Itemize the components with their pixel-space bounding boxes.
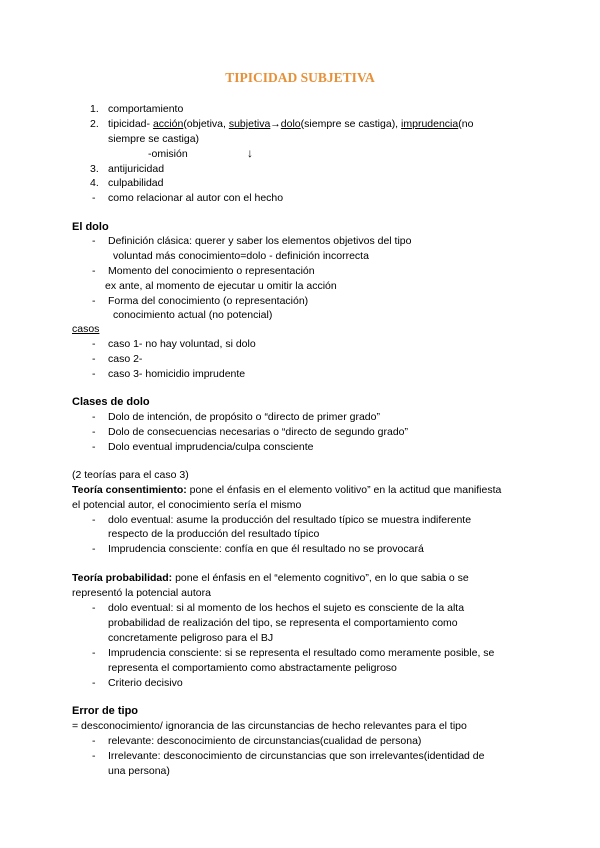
bullet-dash: - xyxy=(92,677,96,689)
bullet-dash: - xyxy=(92,295,96,307)
dolo-eventual-text: dolo eventual: si al momento de los hechos el sujeto es consciente de la alta xyxy=(108,602,465,614)
bullet-dash: - xyxy=(92,750,96,762)
bullet-dash: - xyxy=(92,353,96,365)
dolo-definicion: Definición clásica: querer y saber los elementos objetivos del tipo xyxy=(108,235,412,247)
teoria-probabilidad-cont: representó la potencial autora xyxy=(72,587,211,599)
dolo-momento: Momento del conocimiento o representación xyxy=(108,265,315,277)
teorias-note: (2 teorías para el caso 3) xyxy=(72,469,189,481)
tipicidad-text: (siempre se castiga), xyxy=(300,118,402,130)
omision-text: -omisión xyxy=(148,148,188,160)
caso-item: caso 3- homicidio imprudente xyxy=(108,368,246,380)
imprudencia-term: imprudencia xyxy=(401,118,459,130)
section-heading-error: Error de tipo xyxy=(72,705,139,717)
error-irrelevante-cont: una persona) xyxy=(108,765,170,777)
caso-item: caso 1- no hay voluntad, si dolo xyxy=(108,338,256,350)
clase-item: Dolo eventual imprudencia/culpa consciente xyxy=(108,441,314,453)
list-number: 3. xyxy=(90,163,99,175)
dolo-definicion-sub: voluntad más conocimiento=dolo - definición incorrecta xyxy=(113,250,369,262)
imprudencia-consciente-text: Imprudencia consciente: confía en que él resultado no se provocará xyxy=(108,543,424,555)
section-heading-dolo: El dolo xyxy=(72,221,109,233)
dolo-term: dolo xyxy=(280,118,301,130)
list-item-relacionar: como relacionar al autor con el hecho xyxy=(108,192,284,204)
dolo-eventual-text-cont: concretamente peligroso para el BJ xyxy=(108,632,274,644)
teoria-consentimiento-label: Teoría consentimiento: xyxy=(72,484,187,496)
teoria-probabilidad-label: Teoría probabilidad: xyxy=(72,572,173,584)
criterio-decisivo: Criterio decisivo xyxy=(108,677,183,689)
error-irrelevante: Irrelevante: desconocimiento de circunstancias que son irrelevantes(identidad de xyxy=(108,750,485,762)
tipicidad-text: (objetiva, xyxy=(183,118,229,130)
imprudencia-consciente-text-cont: representa el comportamiento como abstractamente peligroso xyxy=(108,662,397,674)
list-item-tipicidad xyxy=(108,117,473,131)
bullet-dash: - xyxy=(92,338,96,350)
dolo-forma-sub: conocimiento actual (no potencial) xyxy=(113,309,273,321)
clase-item: Dolo de consecuencias necesarias o “directo de segundo grado” xyxy=(108,426,409,438)
teoria-consentimiento-cont: el potencial autor, el conocimiento sería el mismo xyxy=(72,499,302,511)
teoria-probabilidad-text: pone el énfasis en el “elemento cognitivo”, en lo que sabia o se xyxy=(172,572,469,584)
error-relevante: relevante: desconocimiento de circunstancias(cualidad de persona) xyxy=(108,735,422,747)
bullet-dash: - xyxy=(92,265,96,277)
subjetiva-term: subjetiva xyxy=(228,118,271,130)
bullet-dash: - xyxy=(92,602,96,614)
list-number: 2. xyxy=(90,118,99,130)
error-definicion: = desconocimiento/ ignorancia de las circunstancias de hecho relevantes para el tipo xyxy=(72,720,467,732)
page-title: TIPICIDAD SUBJETIVA xyxy=(225,70,375,85)
tipicidad-label: tipicidad- xyxy=(108,118,153,130)
imprudencia-consciente-text: Imprudencia consciente: si se representa el resultado como meramente posible, se xyxy=(108,647,495,659)
list-item-continuation: siempre se castiga) xyxy=(108,133,200,145)
bullet-dash: - xyxy=(92,441,96,453)
accion-term: acción xyxy=(152,118,184,130)
teoria-consentimiento-text: pone el énfasis en el elemento volitivo” en la actitud que manifiesta xyxy=(186,484,502,496)
dolo-eventual-text-cont: respecto de la producción del resultado típico xyxy=(108,528,320,540)
clase-item: Dolo de intención, de propósito o “directo de primer grado” xyxy=(108,411,380,423)
bullet-dash: - xyxy=(92,368,96,380)
bullet-dash: - xyxy=(92,411,96,423)
tipicidad-text: (no xyxy=(458,118,474,130)
bullet-dash: - xyxy=(92,235,96,247)
teoria-probabilidad xyxy=(72,571,469,585)
dolo-eventual-text-cont: probabilidad de realización del tipo, se representa el comportamiento como xyxy=(108,617,458,629)
bullet-dash: - xyxy=(92,514,96,526)
dolo-eventual-text: dolo eventual: asume la producción del resultado típico se muestra indiferente xyxy=(108,514,472,526)
list-number: 1. xyxy=(90,103,99,115)
down-arrow-icon: ↓ xyxy=(247,146,253,160)
list-item-culpabilidad: culpabilidad xyxy=(108,177,164,189)
bullet-dash: - xyxy=(92,426,96,438)
list-number: 4. xyxy=(90,177,99,189)
casos-label: casos xyxy=(72,323,100,335)
dolo-momento-sub: ex ante, al momento de ejecutar u omitir la acción xyxy=(105,280,337,292)
bullet-dash: - xyxy=(92,543,96,555)
list-item-comportamiento: comportamiento xyxy=(108,103,184,115)
list-item-antijuricidad: antijuricidad xyxy=(108,163,165,175)
dolo-forma: Forma del conocimiento (o representación) xyxy=(108,295,309,307)
bullet-dash: - xyxy=(92,735,96,747)
caso-item: caso 2- xyxy=(108,353,143,365)
section-heading-clases: Clases de dolo xyxy=(72,396,150,408)
bullet-dash: - xyxy=(92,192,96,204)
teoria-consentimiento xyxy=(72,483,501,497)
right-arrow-icon: → xyxy=(270,118,281,130)
bullet-dash: - xyxy=(92,647,96,659)
